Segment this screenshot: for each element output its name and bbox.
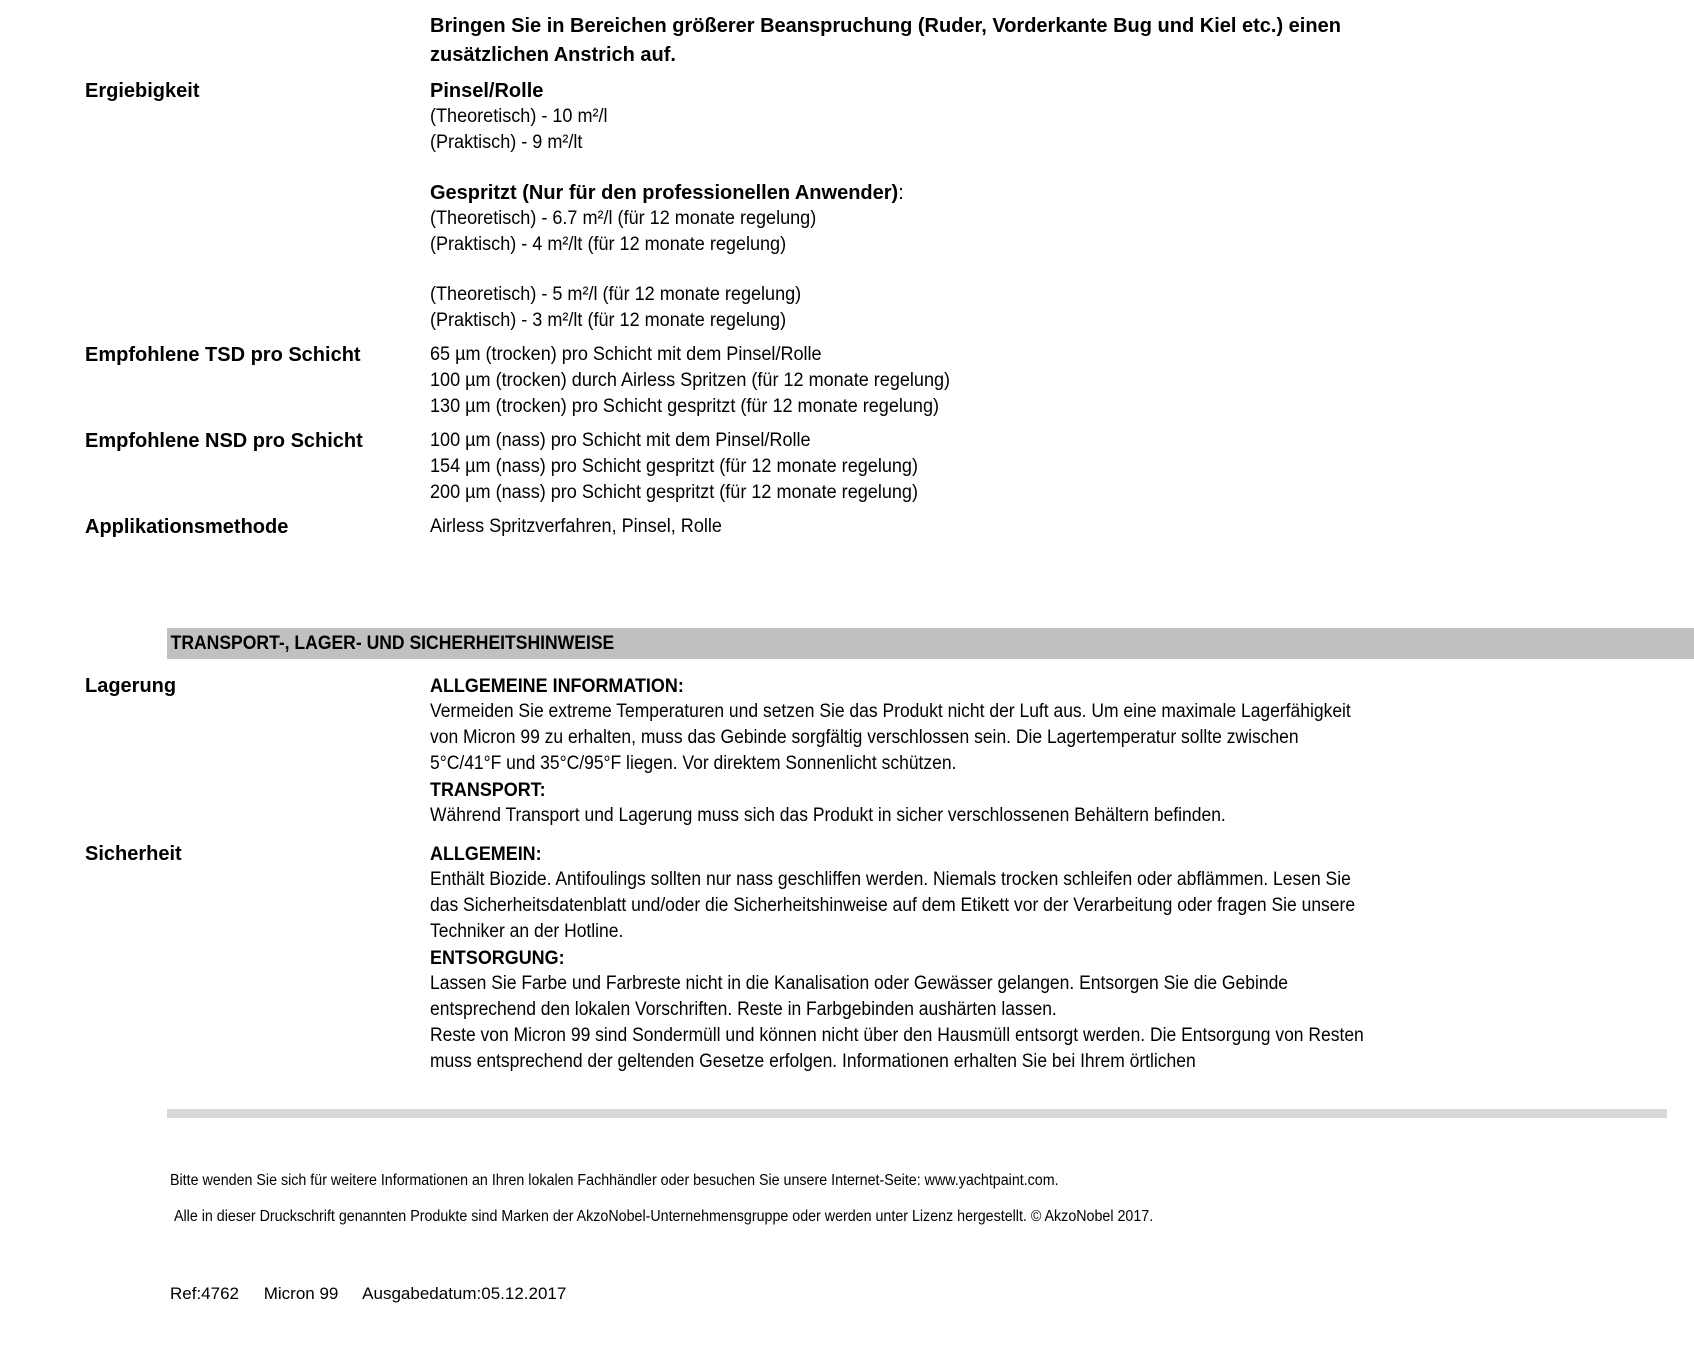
text-line: von Micron 99 zu erhalten, muss das Gebinde sorgfältig verschlossen sein. Die Lagertemperatur sollte zwischen [430, 727, 1299, 748]
text-line: entsprechend den lokalen Vorschriften. Reste in Farbgebinden aushärten lassen. [430, 999, 1057, 1020]
text-line: (Praktisch) - 3 m²/lt (für 12 monate regelung) [430, 310, 787, 331]
row-label-empfohlene-nsd-pro-schicht: Empfohlene NSD pro Schicht [85, 430, 363, 452]
row-label-ergiebigkeit: Ergiebigkeit [85, 80, 200, 102]
text-line: 65 µm (trocken) pro Schicht mit dem Pinsel/Rolle [430, 344, 822, 365]
row-ergiebigkeit [85, 78, 1694, 334]
text-line: muss entsprechend der geltenden Gesetze erfolgen. Informationen erhalten Sie bei Ihrem örtlichen [430, 1051, 1196, 1072]
row-empfohlene-nsd-pro-schicht [85, 428, 1694, 506]
subheading-line: Pinsel/Rolle [430, 80, 544, 102]
text-line: Während Transport und Lagerung muss sich das Produkt in sicher verschlossenen Behältern befinden. [430, 805, 1226, 826]
text-line: 200 µm (nass) pro Schicht gespritzt (für 12 monate regelung) [430, 482, 918, 503]
subheading-line: ALLGEMEIN: [430, 843, 542, 865]
text-line: 100 µm (nass) pro Schicht mit dem Pinsel/Rolle [430, 430, 811, 451]
row-label-empfohlene-tsd-pro-schicht: Empfohlene TSD pro Schicht [85, 344, 361, 366]
subheading-line: ALLGEMEINE INFORMATION: [430, 675, 684, 697]
text-line [430, 156, 1631, 180]
subheading-line: ENTSORGUNG: [430, 947, 565, 969]
footer-info-note: Bitte wenden Sie sich für weitere Informationen an Ihren lokalen Fachhändler oder besuchen Sie unsere Internet-Seite: www.yachtpaint.com. [170, 1172, 1059, 1189]
row-label-applikationsmethode: Applikationsmethode [85, 516, 289, 538]
row-sicherheit [85, 841, 1694, 1075]
text-line: Lassen Sie Farbe und Farbreste nicht in die Kanalisation oder Gewässer gelangen. Entsorgen Sie die Gebinde [430, 973, 1289, 994]
text-line: 100 µm (trocken) durch Airless Spritzen (für 12 monate regelung) [430, 370, 951, 391]
text-line: (Theoretisch) - 5 m²/l (für 12 monate regelung) [430, 284, 802, 305]
section-header-text: TRANSPORT-, LAGER- UND SICHERHEITSHINWEISE [170, 632, 615, 654]
row-empfohlene-tsd-pro-schicht [85, 342, 1694, 420]
footer-trademark-note: Alle in dieser Druckschrift genannten Produkte sind Marken der AkzoNobel-Unternehmensgruppe oder werden unter Lizenz hergestellt. © AkzoNobel 2017. [174, 1208, 1154, 1225]
text-line: (Praktisch) - 4 m²/lt (für 12 monate regelung) [430, 234, 787, 255]
row-content-empfohlene-tsd-pro-schicht [430, 342, 1694, 420]
text-line: Techniker an der Hotline. [430, 921, 624, 942]
row-content-lagerung [430, 673, 1694, 829]
safety-section [85, 673, 1694, 1075]
text-line [430, 258, 1631, 282]
row-label-lagerung: Lagerung [85, 675, 177, 697]
text-line: (Theoretisch) - 10 m²/l [430, 106, 608, 127]
row-applikationsmethode [85, 514, 1694, 540]
product-name: Micron 99 [263, 1284, 339, 1303]
application-spec-section [85, 12, 1694, 540]
row-label-sicherheit: Sicherheit [85, 843, 182, 865]
row-content-empfohlene-nsd-pro-schicht [430, 428, 1694, 506]
text-line: 154 µm (nass) pro Schicht gespritzt (für 12 monate regelung) [430, 456, 918, 477]
bottom-divider-rule [167, 1109, 1667, 1118]
text-line: (Theoretisch) - 6.7 m²/l (für 12 monate regelung) [430, 208, 817, 229]
section-header-transport-lager-sicherheit [167, 628, 1694, 659]
subheading-line: Gespritzt (Nur für den professionellen Anwender): [430, 182, 904, 204]
row-label-intro-note [85, 12, 430, 70]
text-line: Reste von Micron 99 sind Sondermüll und können nicht über den Hausmüll entsorgt werden. Die Entsorgung von Resten [430, 1025, 1364, 1046]
text-line: Enthält Biozide. Antifoulings sollten nur nass geschliffen werden. Niemals trocken schleifen oder abflämmen. Lesen Sie [430, 869, 1351, 890]
row-intro-note [85, 12, 1694, 70]
row-content-applikationsmethode [430, 514, 1694, 540]
text-line: (Praktisch) - 9 m²/lt [430, 132, 583, 153]
text-line: Airless Spritzverfahren, Pinsel, Rolle [430, 516, 722, 537]
row-content-ergiebigkeit [430, 78, 1694, 334]
subheading-line: Bringen Sie in Bereichen größerer Beanspruchung (Ruder, Vorderkante Bug und Kiel etc.) einen [430, 15, 1341, 37]
row-content-intro-note [430, 12, 1694, 70]
subheading-line: zusätzlichen Anstrich auf. [430, 44, 676, 66]
text-line: 130 µm (trocken) pro Schicht gespritzt (für 12 monate regelung) [430, 396, 940, 417]
ref-number: Ref:4762 [170, 1284, 239, 1303]
document-reference-line [170, 1284, 1694, 1304]
row-lagerung [85, 673, 1694, 829]
suffix-text: : [898, 182, 904, 204]
subheading-line: TRANSPORT: [430, 779, 546, 801]
text-line: das Sicherheitsdatenblatt und/oder die Sicherheitshinweise auf dem Etikett vor der Verarbeitung oder fragen Sie unsere [430, 895, 1356, 916]
row-content-sicherheit [430, 841, 1694, 1075]
text-line: 5°C/41°F und 35°C/95°F liegen. Vor direktem Sonnenlicht schützen. [430, 753, 957, 774]
text-line: Vermeiden Sie extreme Temperaturen und setzen Sie das Produkt nicht der Luft aus. Um eine maximale Lagerfähigkeit [430, 701, 1351, 722]
issue-date: Ausgabedatum:05.12.2017 [362, 1284, 567, 1303]
